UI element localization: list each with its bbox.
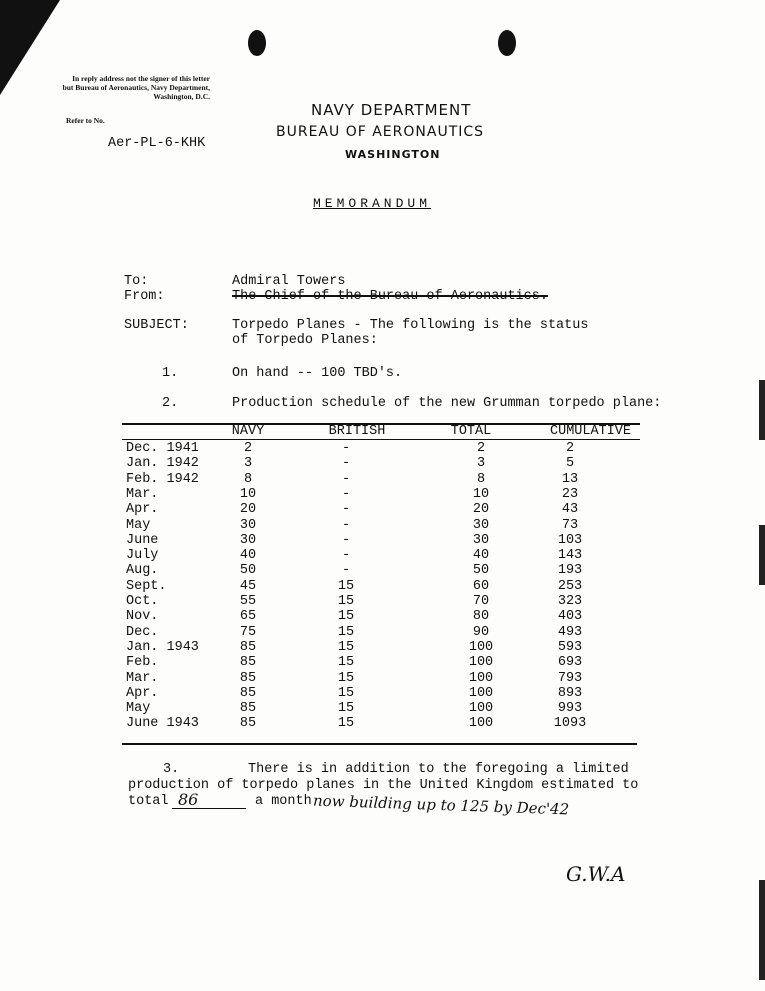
cell-british: 15 bbox=[337, 639, 355, 655]
cell-british: - bbox=[341, 486, 351, 502]
cell-british: 15 bbox=[337, 701, 355, 717]
refer-number: Aer-PL-6-KHK bbox=[108, 136, 206, 151]
cell-british: 15 bbox=[337, 594, 355, 609]
cell-navy: 85 bbox=[239, 716, 257, 732]
item-2-text: Production schedule of the new Grumman torpedo plane: bbox=[232, 396, 662, 411]
cell-british: - bbox=[341, 502, 351, 518]
cell-cumulative: 793 bbox=[557, 670, 583, 686]
cell-total: 8 bbox=[476, 471, 486, 487]
row-month: Oct. bbox=[126, 594, 159, 609]
row-month: Aug. bbox=[126, 563, 159, 579]
cell-british: - bbox=[341, 532, 351, 548]
cell-total: 100 bbox=[468, 685, 494, 701]
row-month: Apr. bbox=[126, 502, 159, 518]
cell-navy: 65 bbox=[239, 609, 257, 625]
cell-cumulative: 43 bbox=[561, 502, 579, 518]
cell-navy: 8 bbox=[243, 471, 253, 487]
cell-cumulative: 2 bbox=[565, 441, 575, 456]
cell-total: 80 bbox=[472, 609, 490, 625]
cell-navy: 85 bbox=[239, 701, 257, 717]
cell-british: - bbox=[341, 548, 351, 564]
cell-british: - bbox=[341, 517, 351, 533]
cell-total: 50 bbox=[472, 563, 490, 579]
cell-british: - bbox=[341, 563, 351, 579]
item-1-text: On hand -- 100 TBD's. bbox=[232, 366, 403, 381]
cell-navy: 40 bbox=[239, 548, 257, 564]
to-label: To: bbox=[124, 274, 149, 289]
cell-cumulative: 143 bbox=[557, 548, 583, 564]
cell-total: 90 bbox=[472, 624, 490, 640]
row-month: Jan. 1943 bbox=[126, 639, 199, 655]
cell-cumulative: 193 bbox=[557, 563, 583, 579]
scan-edge-mark bbox=[759, 880, 765, 980]
cell-british: - bbox=[341, 456, 351, 472]
cell-navy: 85 bbox=[239, 655, 257, 671]
row-month: Dec. 1941 bbox=[126, 441, 199, 456]
cell-cumulative: 403 bbox=[557, 609, 583, 625]
row-month: Feb. 1942 bbox=[126, 471, 199, 487]
cell-cumulative: 5 bbox=[565, 456, 575, 472]
paragraph-3-line-2: production of torpedo planes in the United Kingdom estimated to bbox=[128, 778, 639, 793]
cell-navy: 75 bbox=[239, 624, 257, 640]
cell-british: 15 bbox=[337, 578, 355, 594]
cell-total: 20 bbox=[472, 502, 490, 518]
punch-hole-right bbox=[498, 30, 516, 56]
table-header-rule bbox=[122, 439, 640, 440]
from-label: From: bbox=[124, 289, 165, 304]
row-month: Mar. bbox=[126, 486, 159, 502]
cell-cumulative: 13 bbox=[561, 471, 579, 487]
cell-cumulative: 493 bbox=[557, 624, 583, 640]
cell-total: 60 bbox=[472, 578, 490, 594]
row-month: Mar. bbox=[126, 670, 159, 686]
row-month: Nov. bbox=[126, 609, 159, 625]
cell-cumulative: 893 bbox=[557, 685, 583, 701]
cell-total: 100 bbox=[468, 639, 494, 655]
paragraph-3-number: 3. bbox=[163, 762, 180, 777]
cell-total: 30 bbox=[472, 517, 490, 533]
row-month: May bbox=[126, 517, 151, 533]
paragraph-3-line-1: There is in addition to the foregoing a limited bbox=[248, 762, 629, 777]
cell-total: 100 bbox=[468, 716, 494, 732]
paragraph-3-total-label: total bbox=[128, 794, 169, 809]
cell-cumulative: 593 bbox=[557, 639, 583, 655]
cell-navy: 30 bbox=[239, 532, 257, 548]
item-1-number: 1. bbox=[162, 366, 179, 381]
row-month: June 1943 bbox=[126, 716, 199, 732]
cell-total: 3 bbox=[476, 456, 486, 472]
subject-line-2: of Torpedo Planes: bbox=[232, 333, 378, 348]
cell-british: 15 bbox=[337, 655, 355, 671]
refer-label: Refer to No. bbox=[66, 116, 105, 125]
cell-total: 100 bbox=[468, 701, 494, 717]
item-2-number: 2. bbox=[162, 396, 179, 411]
city-name: WASHINGTON bbox=[345, 148, 441, 161]
row-month: Dec. bbox=[126, 624, 159, 640]
column-header-total: TOTAL bbox=[450, 424, 492, 439]
cell-cumulative: 103 bbox=[557, 532, 583, 548]
cell-navy: 20 bbox=[239, 502, 257, 518]
paragraph-3-per-month: a month bbox=[255, 794, 312, 809]
cell-british: - bbox=[341, 471, 351, 487]
row-month: June bbox=[126, 532, 159, 548]
scan-corner-mark bbox=[0, 0, 60, 95]
cell-british: 15 bbox=[337, 609, 355, 625]
cell-cumulative: 23 bbox=[561, 486, 579, 502]
cell-british: 15 bbox=[337, 685, 355, 701]
row-month: Apr. bbox=[126, 685, 159, 701]
column-header-british: BRITISH bbox=[328, 424, 386, 439]
cell-total: 100 bbox=[468, 670, 494, 686]
to-value: Admiral Towers bbox=[232, 274, 346, 289]
cell-navy: 50 bbox=[239, 563, 257, 579]
row-month: Sept. bbox=[126, 578, 167, 594]
cell-navy: 85 bbox=[239, 670, 257, 686]
cell-navy: 3 bbox=[243, 456, 253, 472]
cell-british: - bbox=[341, 441, 351, 456]
cell-navy: 30 bbox=[239, 517, 257, 533]
cell-total: 10 bbox=[472, 486, 490, 502]
punch-hole-left bbox=[248, 30, 266, 56]
scan-edge-mark bbox=[759, 525, 765, 585]
cell-total: 2 bbox=[476, 441, 486, 456]
cell-cumulative: 693 bbox=[557, 655, 583, 671]
cell-navy: 85 bbox=[239, 639, 257, 655]
from-value-struck: The Chief of the Bureau of Aeronautics. bbox=[232, 289, 548, 304]
memorandum-title: MEMORANDUM bbox=[313, 196, 432, 211]
column-header-navy: NAVY bbox=[231, 424, 265, 439]
scan-edge-mark bbox=[759, 380, 765, 440]
column-header-cumulative: CUMULATIVE bbox=[550, 424, 632, 439]
bureau-name: BUREAU OF AERONAUTICS bbox=[276, 124, 485, 140]
cell-cumulative: 323 bbox=[557, 594, 583, 609]
cell-british: 15 bbox=[337, 624, 355, 640]
cell-total: 40 bbox=[472, 548, 490, 564]
cell-navy: 10 bbox=[239, 486, 257, 502]
cell-cumulative: 253 bbox=[557, 578, 583, 594]
row-month: Jan. 1942 bbox=[126, 456, 199, 472]
handwritten-estimate: 86 bbox=[178, 790, 199, 809]
row-month: May bbox=[126, 701, 151, 717]
cell-total: 70 bbox=[472, 594, 490, 609]
cell-navy: 55 bbox=[239, 594, 257, 609]
subject-label: SUBJECT: bbox=[124, 318, 189, 333]
cell-cumulative: 73 bbox=[561, 517, 579, 533]
cell-navy: 2 bbox=[243, 441, 253, 456]
row-month: Feb. bbox=[126, 655, 159, 671]
row-month: July bbox=[126, 548, 159, 564]
handwritten-initials: G.W.A bbox=[566, 862, 626, 886]
department-name: NAVY DEPARTMENT bbox=[311, 101, 472, 119]
subject-line-1: Torpedo Planes - The following is the status bbox=[232, 318, 589, 333]
cell-british: 15 bbox=[337, 716, 355, 732]
cell-total: 100 bbox=[468, 655, 494, 671]
cell-navy: 85 bbox=[239, 685, 257, 701]
cell-navy: 45 bbox=[239, 578, 257, 594]
cell-cumulative: 993 bbox=[557, 701, 583, 717]
handwritten-annotation: now building up to 125 by Dec'42 bbox=[312, 791, 570, 819]
table-bottom-rule bbox=[122, 743, 637, 745]
cell-cumulative: 1093 bbox=[553, 716, 587, 732]
cell-total: 30 bbox=[472, 532, 490, 548]
reply-address-note: In reply address not the signer of this letter but Bureau of Aeronautics, Navy Department, Washington, D.C. bbox=[62, 74, 210, 101]
cell-british: 15 bbox=[337, 670, 355, 686]
